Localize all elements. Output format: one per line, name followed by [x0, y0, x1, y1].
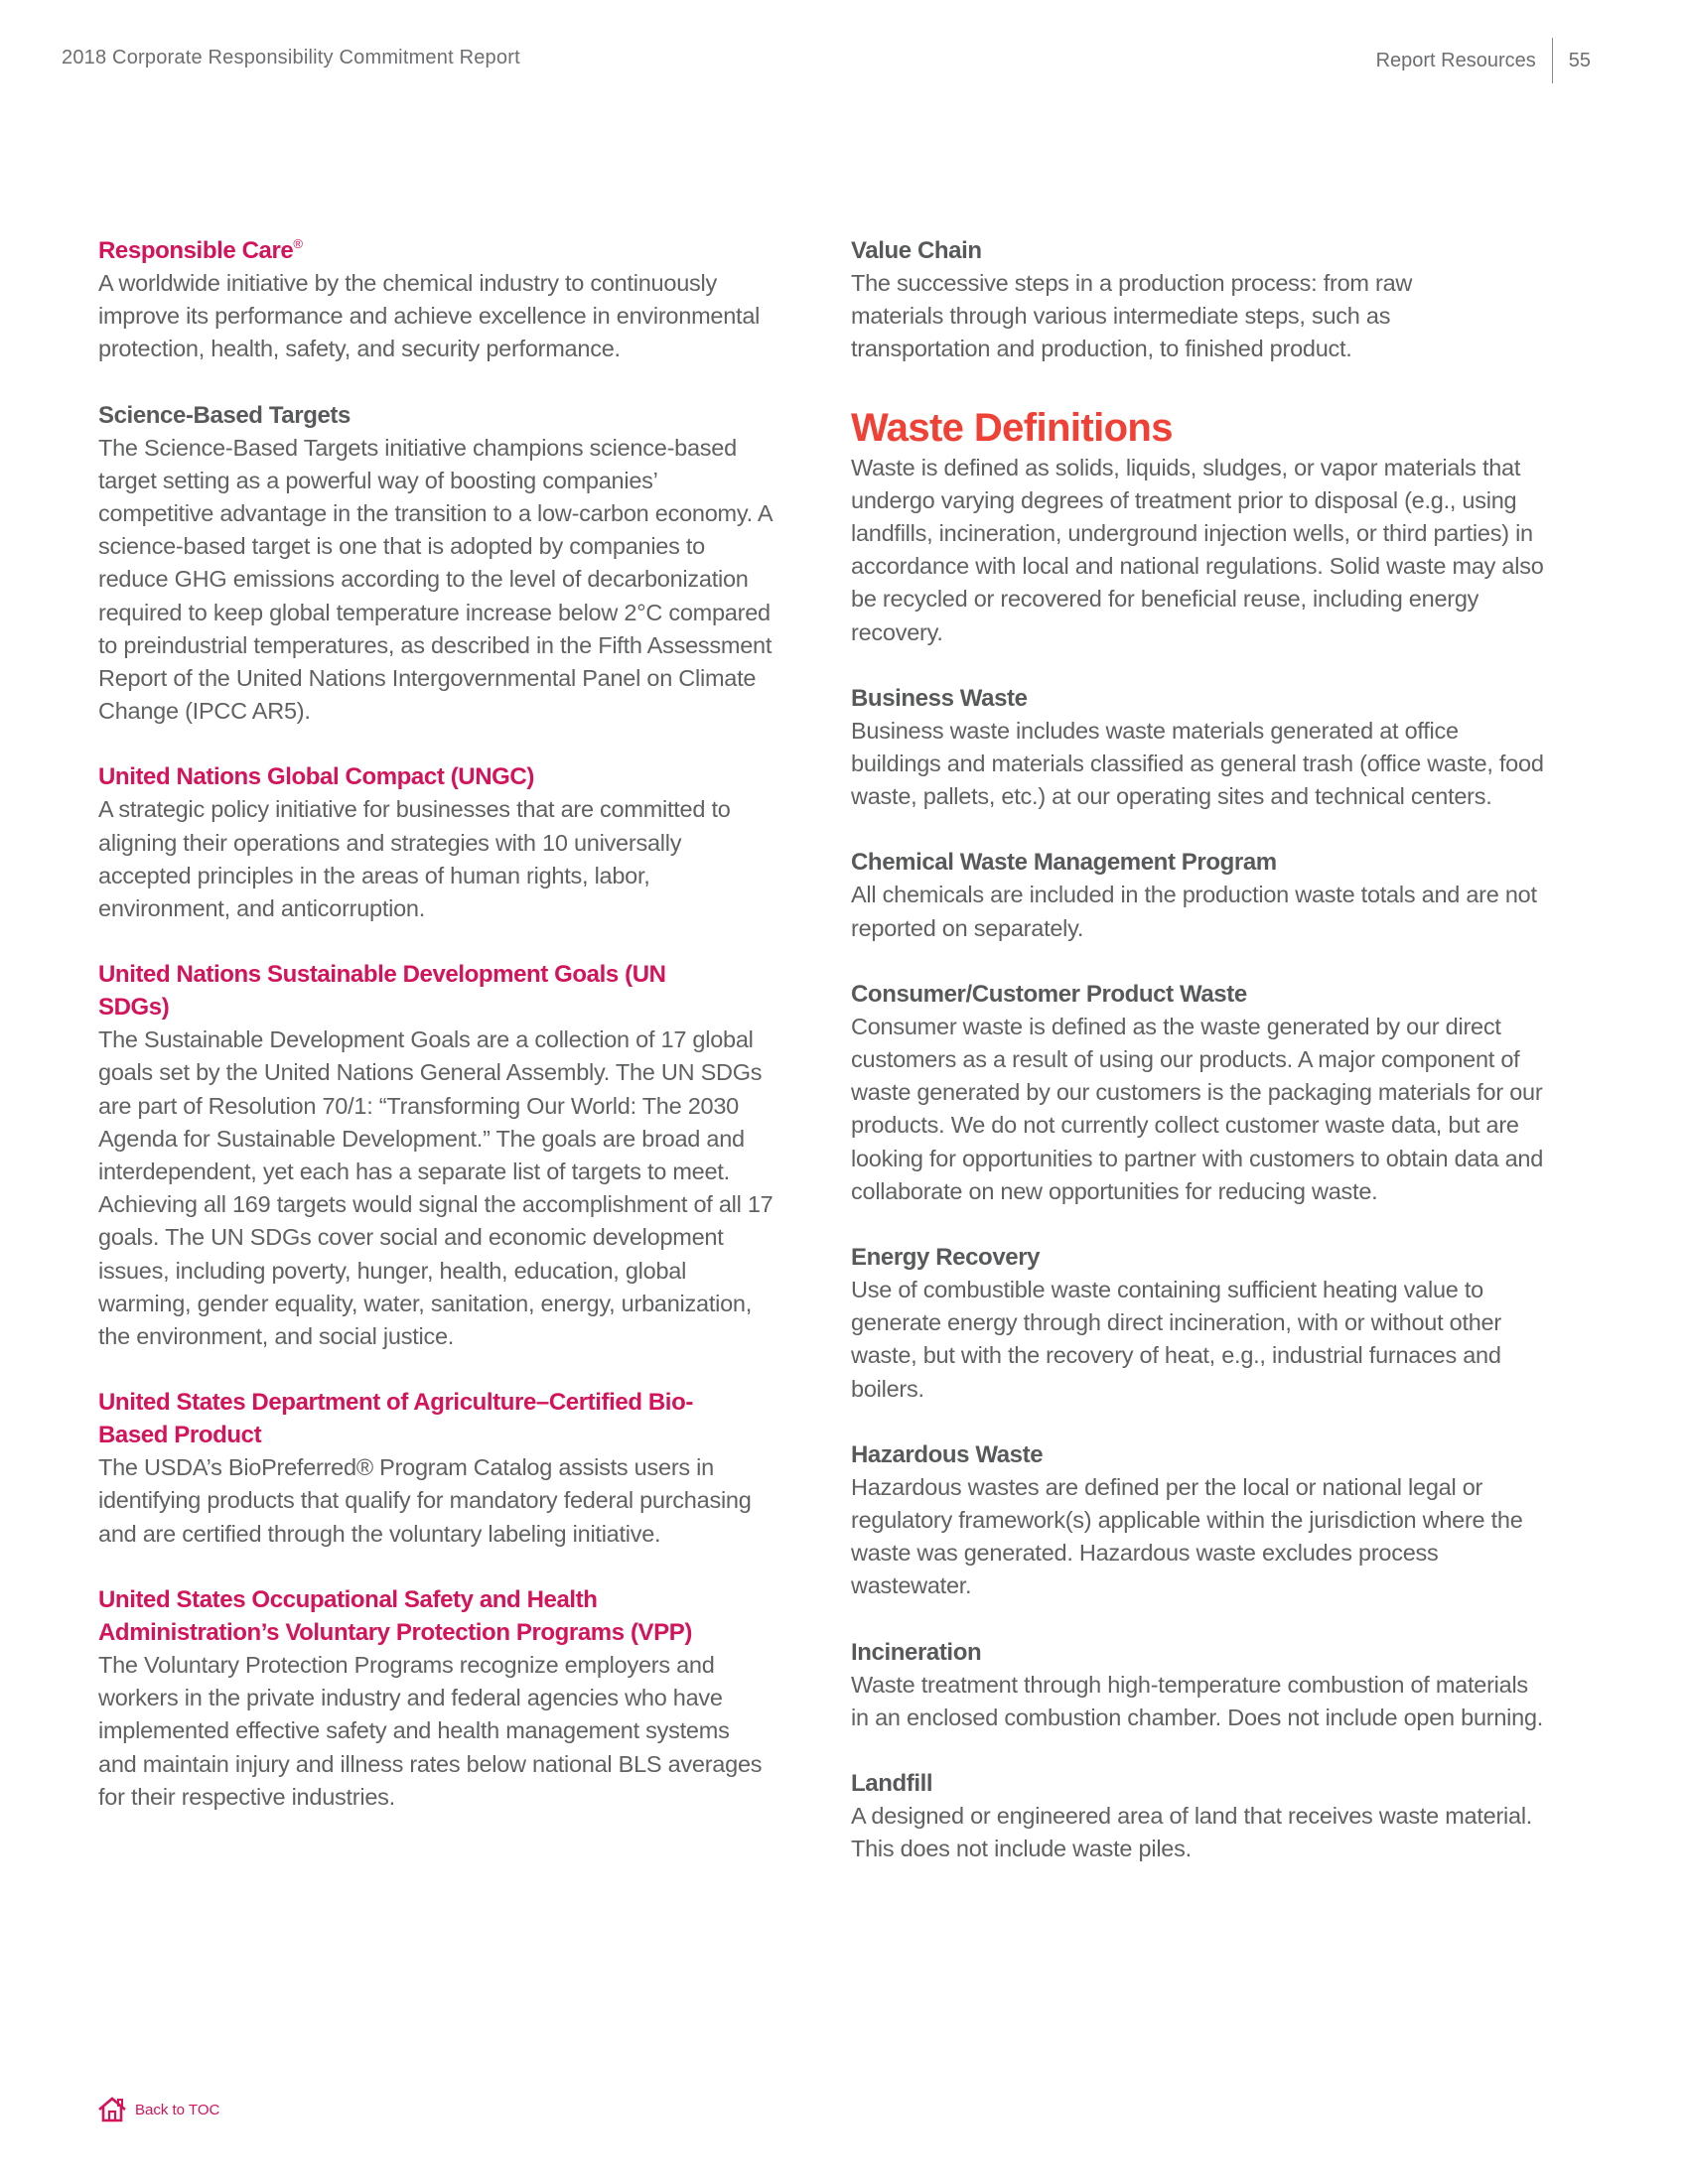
term-definition: The Voluntary Protection Programs recognize employers and workers in the private industry and federal agencies who have implemented effective safety and health management systems and maintain injury and illness rates below national BLS averages for their respective industries.	[98, 1651, 763, 1810]
page-number: 55	[1568, 49, 1591, 71]
back-to-toc-link[interactable]	[97, 2097, 219, 2122]
term-definition: The Science-Based Targets initiative champions science-based target setting as a powerful way of boosting companies’ competitive advantage in the transition to a low-carbon economy. A science-based target is one that is adopted by companies to reduce GHG emissions according to the level of decarbonization required to keep global temperature increase below 2°C compared to preindustrial temperatures, as described in the Fifth Assessment Report of the United Nations Intergovernmental Panel on Climate Change (IPCC AR5).	[98, 434, 773, 725]
term-heading: United States Department of Agriculture–Certified Bio-Based Product	[98, 1389, 693, 1449]
glossary-entry-landfill	[851, 1767, 1546, 1865]
term-heading: Landfill	[851, 1770, 933, 1798]
term-definition: A strategic policy initiative for businesses that are committed to aligning their operations and strategies with 10 universally accepted principles in the areas of human rights, labor, environment, and anticorruption.	[98, 796, 731, 922]
glossary-entry-business-waste	[851, 682, 1546, 814]
term-definition: All chemicals are included in the production waste totals and are not reported on separately.	[851, 882, 1537, 941]
section-label: Report Resources	[1375, 49, 1536, 71]
term-definition: A designed or engineered area of land that receives waste material. This does not include waste piles.	[851, 1803, 1533, 1862]
term-definition: A worldwide initiative by the chemical industry to continuously improve its performance and achieve excellence in environmental protection, health, safety, and security performance.	[98, 270, 761, 362]
term-heading	[98, 234, 774, 267]
term-heading: Energy Recovery	[851, 1244, 1041, 1272]
waste-definitions-section	[851, 406, 1546, 649]
header-right	[1376, 38, 1591, 83]
term-heading: Science-Based Targets	[98, 401, 351, 429]
glossary-entry-incineration	[851, 1636, 1546, 1734]
term-heading: United Nations Sustainable Development Goals (UN SDGs)	[98, 961, 666, 1022]
term-definition: Business waste includes waste materials generated at office buildings and materials classified as general trash (office waste, food waste, pallets, etc.) at our operating sites and technical centers.	[851, 717, 1544, 810]
section-intro: Waste is defined as solids, liquids, sludges, or vapor materials that undergo varying degrees of treatment prior to disposal (e.g., using landfills, incineration, underground injection wells, or third parties) in accordance with local and national regulations. Solid waste may also be recycled or recovered for beneficial reuse, including energy recovery.	[851, 454, 1544, 645]
term-heading: Consumer/Customer Product Waste	[851, 980, 1247, 1008]
left-column	[98, 234, 774, 1846]
term-heading: Chemical Waste Management Program	[851, 849, 1277, 877]
glossary-entry-science-based-targets	[98, 399, 774, 729]
back-to-toc-label: Back to TOC	[135, 2101, 220, 2118]
glossary-entry-chemical-waste	[851, 846, 1546, 944]
glossary-entry-responsible-care	[98, 234, 774, 366]
term-heading: United States Occupational Safety and Health Administration’s Voluntary Protection Programs (VPP)	[98, 1585, 692, 1646]
report-title: 2018 Corporate Responsibility Commitment Report	[62, 47, 520, 68]
glossary-entry-un-sdgs	[98, 958, 774, 1353]
term-definition: The Sustainable Development Goals are a collection of 17 global goals set by the United Nations General Assembly. The UN SDGs are part of Resolution 70/1: “Transforming Our World: The 2030 Agenda for Sustainable Development.” The goals are broad and interdependent, yet each has a separate list of targets to meet. Achieving all 169 targets would signal the accomplishment of all 17 goals. The UN SDGs cover social and economic development issues, including poverty, hunger, health, education, global warming, gender equality, water, sanitation, energy, urbanization, the environment, and social justice.	[98, 1026, 774, 1350]
right-column	[851, 234, 1546, 1899]
term-heading: Incineration	[851, 1638, 982, 1666]
header-divider	[1552, 38, 1553, 83]
glossary-entry-hazardous-waste	[851, 1438, 1546, 1603]
term-definition: The USDA’s BioPreferred® Program Catalog assists users in identifying products that qualify for mandatory federal purchasing and are certified through the voluntary labeling initiative.	[98, 1454, 752, 1547]
term-definition: The successive steps in a production process: from raw materials through various intermediate steps, such as transportation and production, to finished product.	[851, 270, 1413, 362]
glossary-entry-energy-recovery	[851, 1241, 1546, 1406]
term-definition: Consumer waste is defined as the waste generated by our direct customers as a result of using our products. A major component of waste generated by our customers is the packaging materials for our products. We do not currently collect customer waste data, but are looking for opportunities to partner with customers to obtain data and collaborate on new opportunities for reducing waste.	[851, 1013, 1544, 1204]
term-definition: Hazardous wastes are defined per the local or national legal or regulatory framework(s) applicable within the jurisdiction where the waste was generated. Hazardous waste excludes process wastewater.	[851, 1473, 1523, 1599]
term-heading: Value Chain	[851, 237, 982, 264]
glossary-entry-osha-vpp	[98, 1583, 774, 1814]
term-heading: Hazardous Waste	[851, 1440, 1044, 1468]
term-text: Responsible Care	[98, 237, 294, 264]
glossary-entry-consumer-waste	[851, 978, 1546, 1208]
term-heading: United Nations Global Compact (UNGC)	[98, 763, 534, 791]
registered-mark: ®	[293, 236, 303, 251]
term-definition: Use of combustible waste containing sufficient heating value to generate energy through direct incineration, with or without other waste, but with the recovery of heat, e.g., industrial furnaces and boilers.	[851, 1277, 1501, 1402]
glossary-entry-value-chain	[851, 234, 1546, 366]
glossary-entry-usda-biobased	[98, 1386, 774, 1551]
term-heading: Business Waste	[851, 684, 1028, 712]
section-title: Waste Definitions	[851, 405, 1173, 450]
glossary-entry-ungc	[98, 760, 774, 925]
home-icon	[97, 2097, 127, 2122]
term-definition: Waste treatment through high-temperature combustion of materials in an enclosed combustion chamber. Does not include open burning.	[851, 1671, 1544, 1730]
